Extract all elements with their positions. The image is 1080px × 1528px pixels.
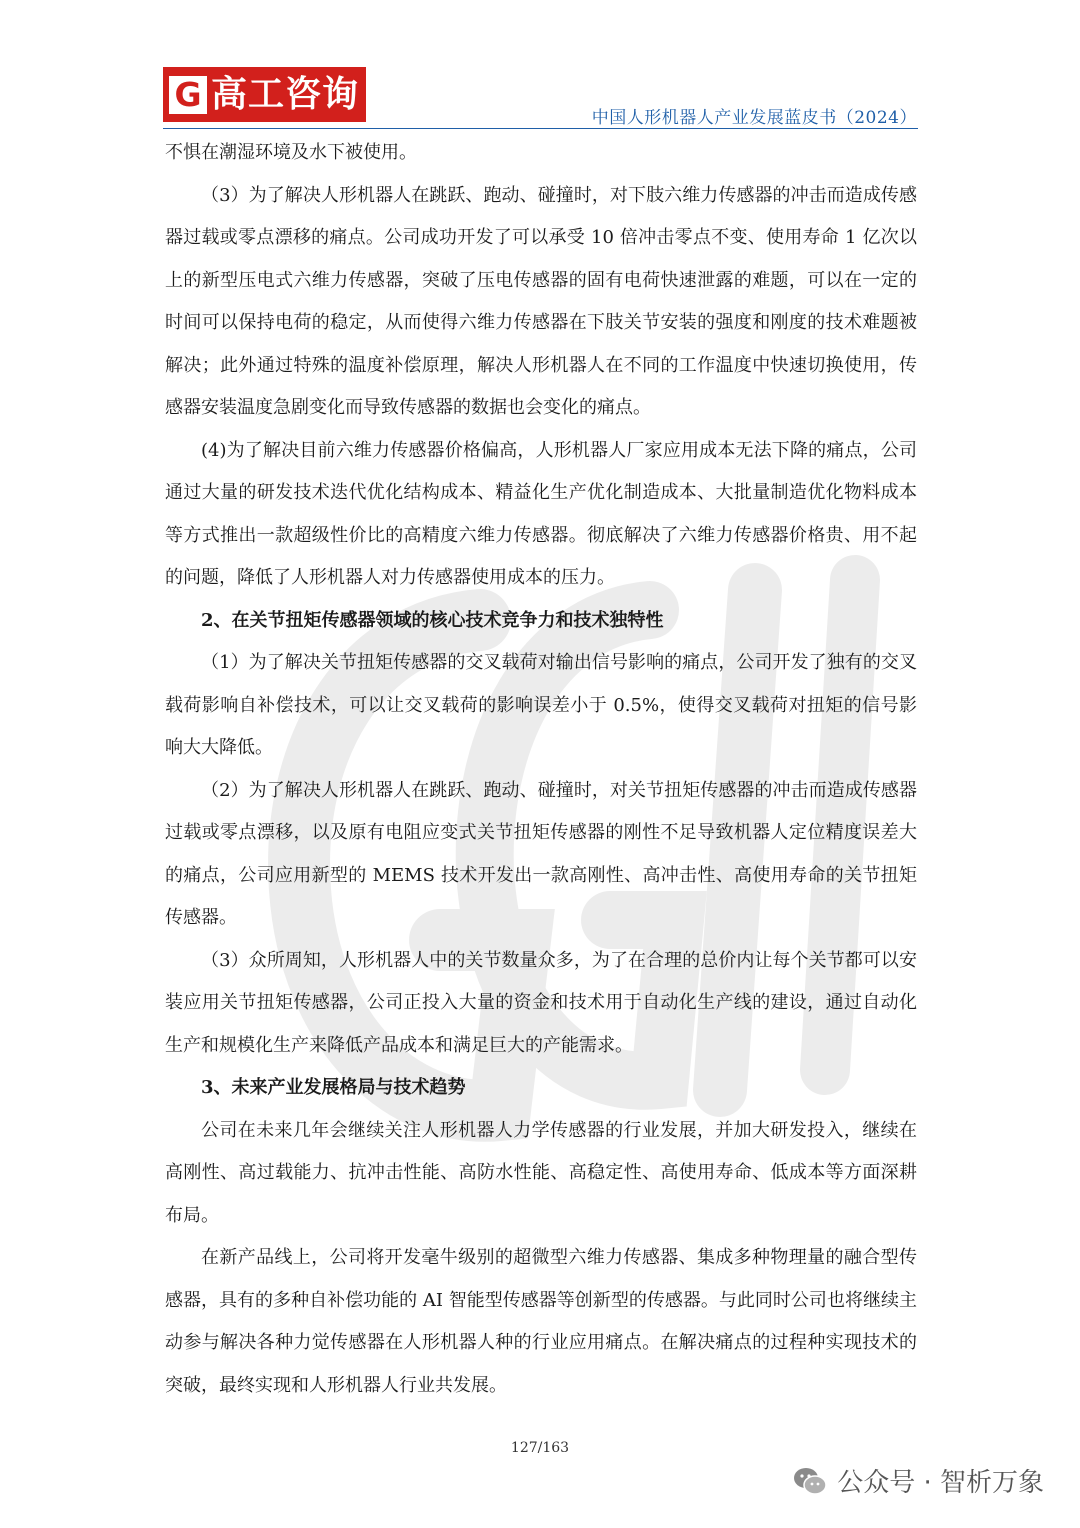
section-heading: 2、在关节扭矩传感器领域的核心技术竞争力和技术独特性 — [201, 609, 664, 631]
section-heading: 3、未来产业发展格局与技术趋势 — [201, 1077, 466, 1098]
company-logo — [163, 67, 366, 122]
brand-text: 公众号 · 智析万象 — [837, 1468, 1044, 1498]
page-number: 127/163 — [510, 1440, 570, 1456]
wechat-brand — [793, 1462, 1044, 1499]
paragraph: （1）为了解决关节扭矩传感器的交叉载荷对输出信号影响的痛点，公司开发了独有的交叉载荷影响自补偿技术，可以让交叉载荷的影响误差小于 0.5%，使得交叉载荷对扭矩的信号影响大大降低。 — [165, 652, 917, 758]
wechat-icon — [793, 1466, 827, 1496]
paragraph: （3）众所周知，人形机器人中的关节数量众多，为了在合理的总价内让每个关节都可以安装应用关节扭矩传感器，公司正投入大量的资金和技术用于自动化生产线的建设，通过自动化生产和规模化生产来降低产品成本和满足巨大的产能需求。 — [165, 949, 917, 1056]
paragraph: 不惧在潮湿环境及水下被使用。 — [165, 142, 417, 163]
paragraph: (4)为了解决目前六维力传感器价格偏高，人形机器人厂家应用成本无法下降的痛点，公司通过大量的研发技术迭代优化结构成本、精益化生产优化制造成本、大批量制造优化物料成本等方式推出一款超级性价比的高精度六维力传感器。彻底解决了六维力传感器价格贵、用不起的问题，降低了人形机器人对力传感器使用成本的压力。 — [165, 439, 917, 588]
paragraph: （3）为了解决人形机器人在跳跃、跑动、碰撞时，对下肢六维力传感器的冲击而造成传感器过载或零点漂移的痛点。公司成功开发了可以承受 10 倍冲击零点不变、使用寿命 1 亿次以上的新型压电式六维力传感器，突破了压电传感器的固有电荷快速泄露的难题，可以在一定的时间可以保持电荷的稳定，从而使得六维力传感器在下肢关节安装的强度和刚度的技术难题被解决；此外通过特殊的温度补偿原理，解决人形机器人在不同的工作温度中快速切换使用，传感器安装温度急剧变化而导致传感器的数据也会变化的痛点。 — [165, 184, 917, 418]
document-title: 中国人形机器人产业发展蓝皮书（2024） — [591, 108, 917, 128]
header-divider — [163, 128, 918, 129]
paragraph: 公司在未来几年会继续关注人形机器人力学传感器的行业发展，并加大研发投入，继续在高刚性、高过载能力、抗冲击性能、高防水性能、高稳定性、高使用寿命、低成本等方面深耕布局。 — [165, 1119, 917, 1226]
logo-mark: G — [169, 76, 207, 114]
page-body — [165, 132, 917, 1407]
paragraph: 在新产品线上，公司将开发毫牛级别的超微型六维力传感器、集成多种物理量的融合型传感器，具有的多种自补偿功能的 AI 智能型传感器等创新型的传感器。与此同时公司也将继续主动参与解决各种力觉传感器在人形机器人种的行业应用痛点。在解决痛点的过程种实现技术的突破，最终实现和人形机器人行业共发展。 — [165, 1247, 917, 1396]
paragraph: （2）为了解决人形机器人在跳跃、跑动、碰撞时，对关节扭矩传感器的冲击而造成传感器过载或零点漂移，以及原有电阻应变式关节扭矩传感器的刚性不足导致机器人定位精度误差大的痛点，公司应用新型的 MEMS 技术开发出一款高刚性、高冲击性、高使用寿命的关节扭矩传感器。 — [165, 779, 917, 928]
logo-text: 高工咨询 — [211, 73, 360, 115]
